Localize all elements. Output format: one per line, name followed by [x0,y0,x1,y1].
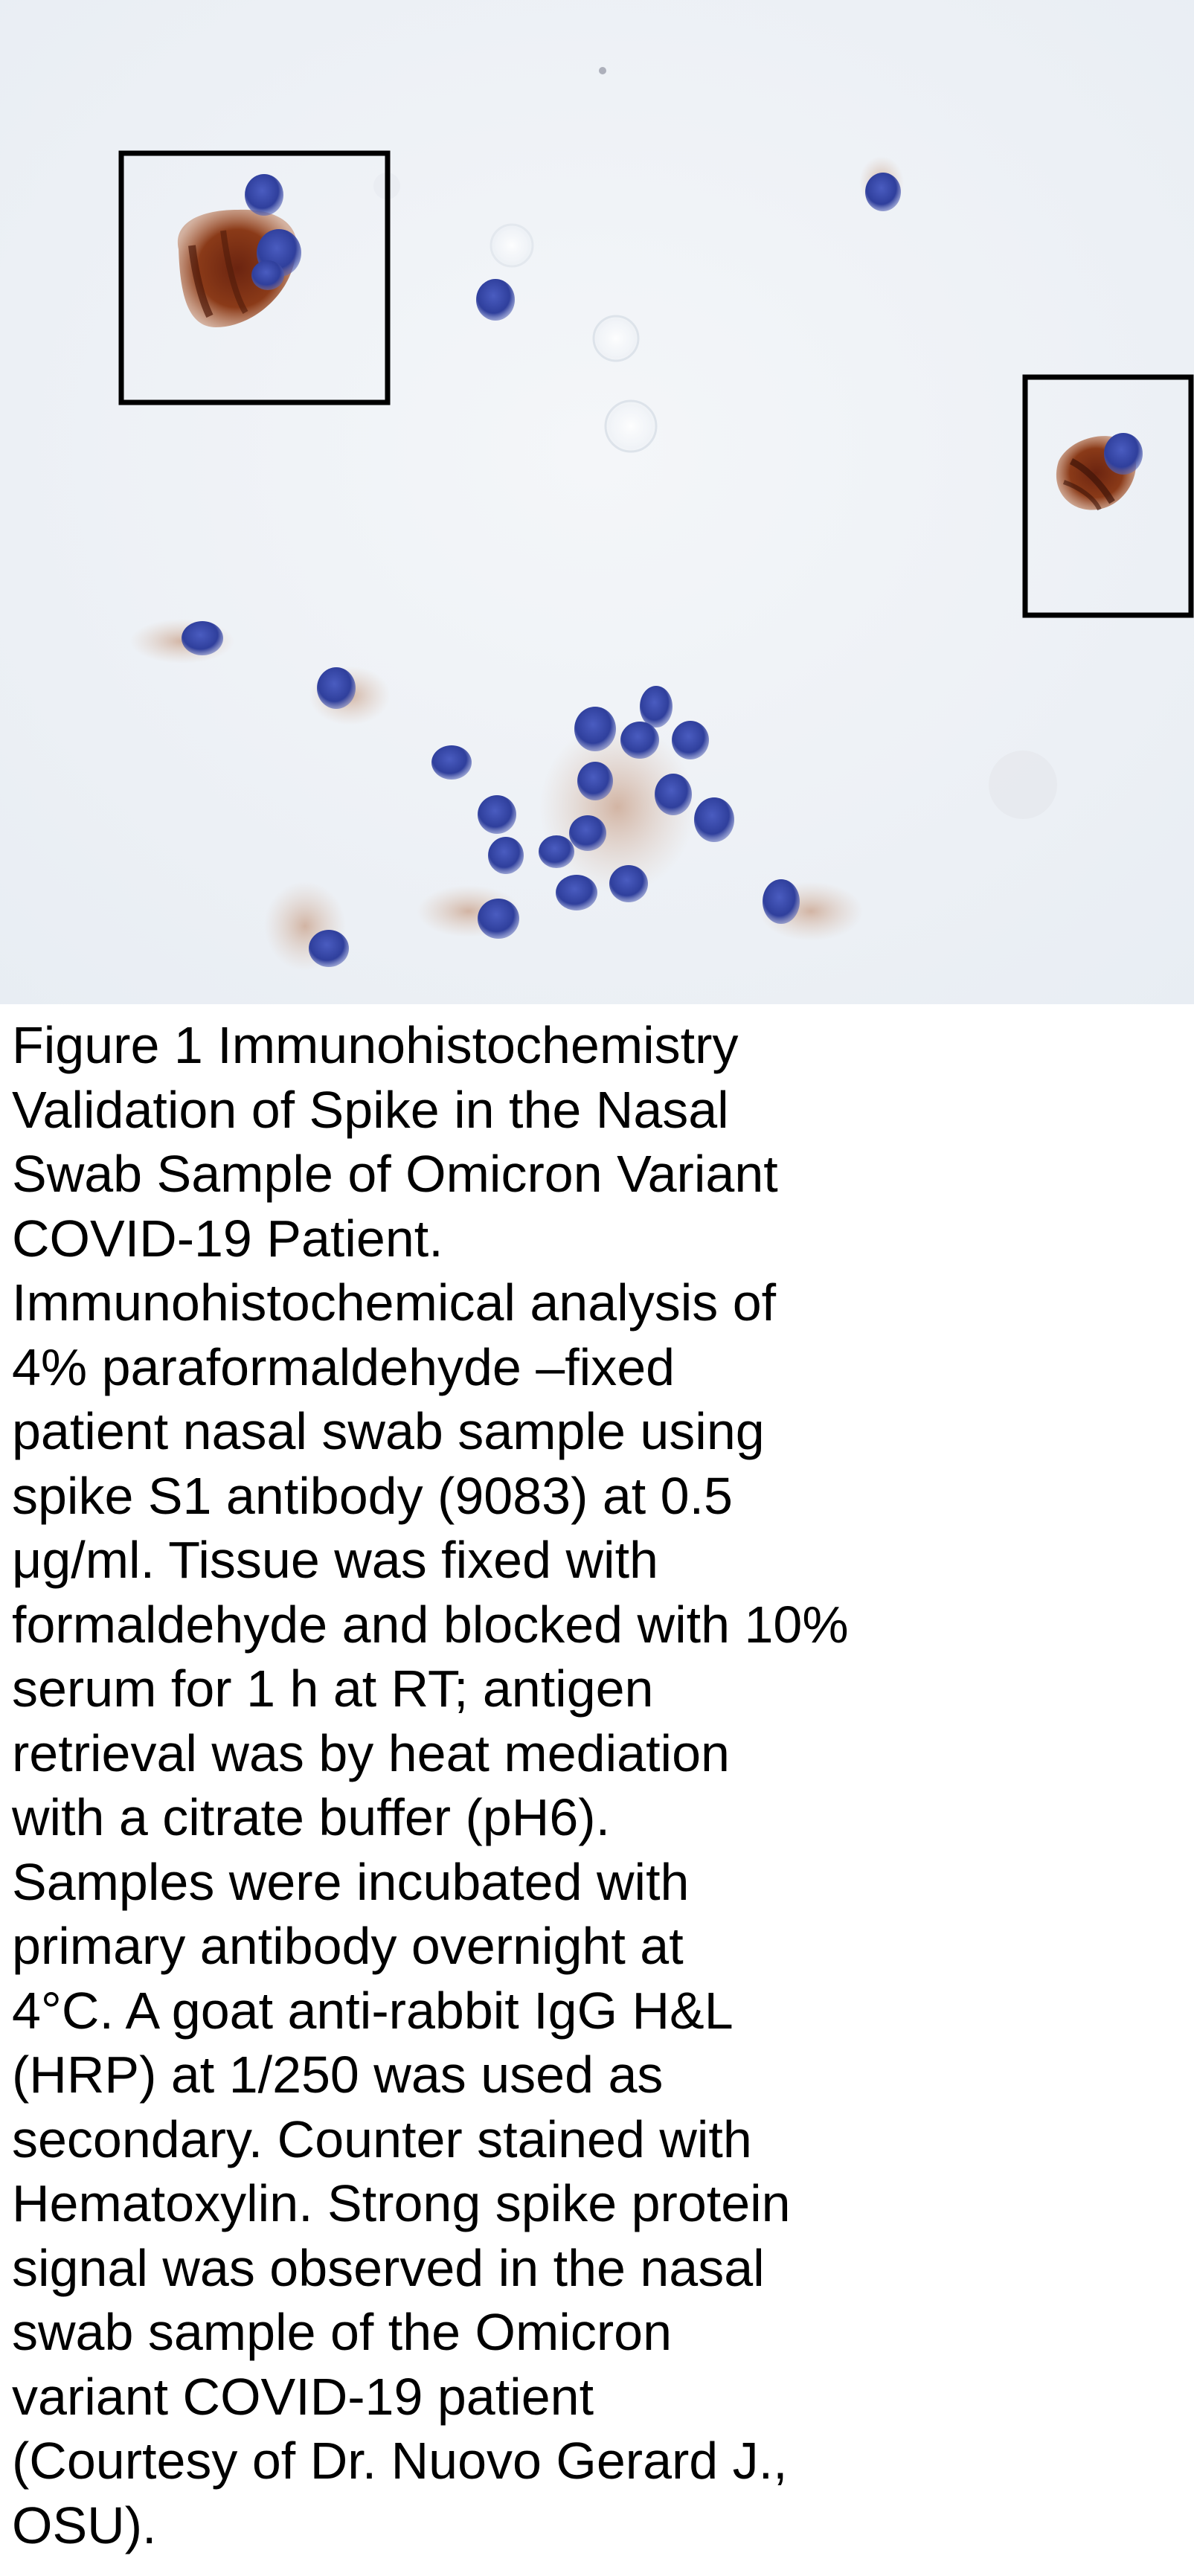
caption-line: signal was observed in the nasal [12,2238,765,2297]
caption-line: serum for 1 h at RT; antigen [12,1660,654,1718]
figure-caption [12,1013,1172,2557]
caption-line: μg/ml. Tissue was fixed with [12,1531,658,1589]
caption-line: Swab Sample of Omicron Variant [12,1145,778,1203]
caption-line: spike S1 antibody (9083) at 0.5 [12,1466,733,1525]
caption-line: Samples were incubated with [12,1852,690,1911]
caption-line: Validation of Spike in the Nasal [12,1080,729,1139]
caption-line: retrieval was by heat mediation [12,1724,730,1782]
caption-line: Immunohistochemical analysis of [12,1273,777,1332]
caption-line: COVID-19 Patient. [12,1209,443,1268]
caption-line: patient nasal swab sample using [12,1402,765,1460]
caption-line: 4% paraformaldehyde –fixed [12,1337,675,1396]
caption-line: OSU). [12,2496,157,2554]
caption-line: with a citrate buffer (pH6). [12,1788,611,1846]
caption-line: Hematoxylin. Strong spike protein [12,2174,791,2232]
caption-line: variant COVID-19 patient [12,2367,594,2426]
ihc-micrograph [0,0,1194,1004]
caption-line: secondary. Counter stained with [12,2110,752,2168]
caption-line: swab sample of the Omicron [12,2303,673,2361]
caption-line: (HRP) at 1/250 was used as [12,2046,664,2104]
caption-line: formaldehyde and blocked with 10% [12,1595,849,1654]
caption-line: Figure 1 Immunohistochemistry [12,1016,739,1074]
caption-line: (Courtesy of Dr. Nuovo Gerard J., [12,2432,788,2490]
caption-line: primary antibody overnight at [12,1917,684,1975]
caption-line: 4°C. A goat anti-rabbit IgG H&L [12,1981,734,2040]
